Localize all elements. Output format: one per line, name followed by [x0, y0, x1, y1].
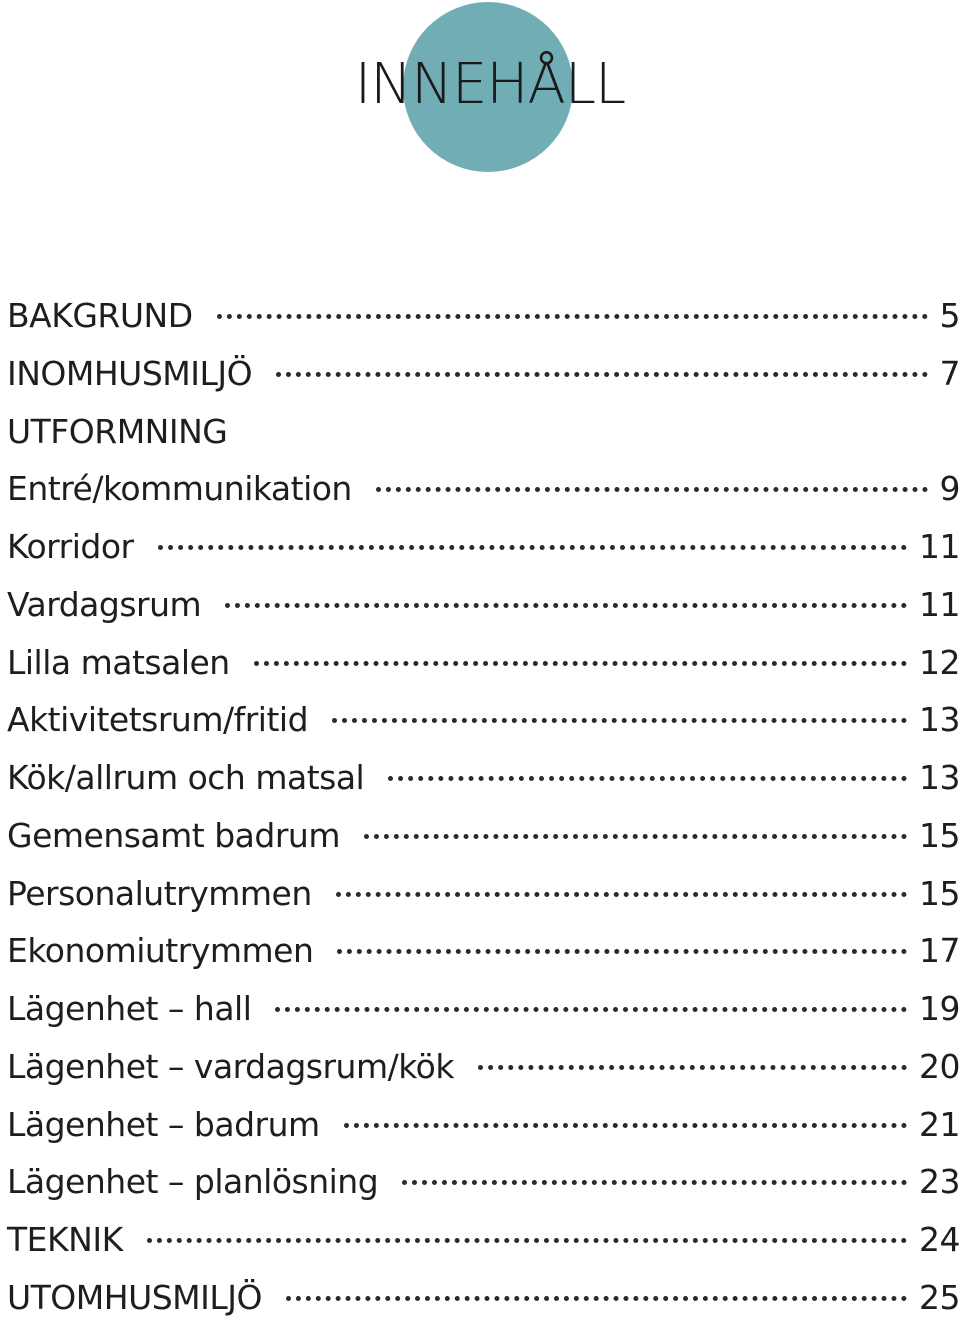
- dot-leader: [402, 1180, 907, 1185]
- toc-entry-label: Lägenhet – planlösning: [7, 1153, 378, 1211]
- toc-entry-page: 19: [919, 980, 960, 1038]
- dot-leader: [376, 487, 928, 492]
- page-title: INNEHÅLL: [0, 50, 960, 120]
- toc-entry-personalutrymmen[interactable]: [7, 865, 960, 923]
- toc-entry-label: Ekonomiutrymmen: [7, 922, 313, 980]
- toc-entry-utomhusmiljo[interactable]: [7, 1269, 960, 1327]
- toc-entry-label: Personalutrymmen: [7, 865, 312, 923]
- toc-entry-page: 25: [919, 1269, 960, 1327]
- dot-leader: [276, 372, 927, 377]
- toc-entry-page: 20: [919, 1038, 960, 1096]
- toc-entry-label: Entré/kommunikation: [7, 460, 352, 518]
- toc-entry-teknik[interactable]: [7, 1211, 960, 1269]
- toc-entry-page: 13: [919, 691, 960, 749]
- dot-leader: [158, 545, 907, 550]
- toc-entry-page: 15: [919, 807, 960, 865]
- toc-entry-label: Lägenhet – vardagsrum/kök: [7, 1038, 454, 1096]
- toc-entry-gemensamt-badrum[interactable]: [7, 807, 960, 865]
- toc-entry-lagenhet-vardagsrum-kok[interactable]: [7, 1038, 960, 1096]
- toc-entry-label: Lägenhet – badrum: [7, 1096, 320, 1154]
- toc-entry-page: 12: [919, 634, 960, 692]
- dot-leader: [147, 1238, 907, 1243]
- toc-entry-vardagsrum[interactable]: [7, 576, 960, 634]
- dot-leader: [286, 1296, 907, 1301]
- toc-section-heading-utformning: [7, 403, 960, 461]
- toc-entry-page: 23: [919, 1153, 960, 1211]
- toc-entry-label: BAKGRUND: [7, 287, 193, 345]
- toc-entry-kok-allrum[interactable]: [7, 749, 960, 807]
- toc-entry-lagenhet-hall[interactable]: [7, 980, 960, 1038]
- toc-section-label: UTFORMNING: [7, 403, 227, 461]
- table-of-contents: [7, 287, 960, 1327]
- dot-leader: [388, 776, 907, 781]
- toc-entry-page: 7: [940, 345, 960, 403]
- toc-entry-korridor[interactable]: [7, 518, 960, 576]
- toc-entry-page: 13: [919, 749, 960, 807]
- toc-entry-label: Gemensamt badrum: [7, 807, 340, 865]
- dot-leader: [344, 1123, 907, 1128]
- toc-entry-label: UTOMHUSMILJÖ: [7, 1269, 262, 1327]
- toc-entry-page: 15: [919, 865, 960, 923]
- toc-entry-page: 11: [919, 518, 960, 576]
- toc-entry-entre-kommunikation[interactable]: [7, 460, 960, 518]
- dot-leader: [217, 314, 928, 319]
- dot-leader: [254, 661, 907, 666]
- dot-leader: [275, 1007, 907, 1012]
- toc-entry-label: INOMHUSMILJÖ: [7, 345, 252, 403]
- dot-leader: [337, 949, 907, 954]
- toc-entry-page: 21: [919, 1096, 960, 1154]
- toc-entry-bakgrund[interactable]: [7, 287, 960, 345]
- dot-leader: [364, 834, 907, 839]
- toc-entry-label: Kök/allrum och matsal: [7, 749, 364, 807]
- toc-entry-lilla-matsalen[interactable]: [7, 634, 960, 692]
- toc-entry-aktivitetsrum[interactable]: [7, 691, 960, 749]
- dot-leader: [332, 718, 907, 723]
- toc-entry-lagenhet-badrum[interactable]: [7, 1096, 960, 1154]
- toc-entry-page: 17: [919, 922, 960, 980]
- toc-entry-page: 24: [919, 1211, 960, 1269]
- toc-entry-label: Vardagsrum: [7, 576, 201, 634]
- dot-leader: [478, 1065, 907, 1070]
- toc-entry-ekonomiutrymmen[interactable]: [7, 922, 960, 980]
- toc-entry-label: Korridor: [7, 518, 134, 576]
- dot-leader: [225, 603, 907, 608]
- toc-entry-page: 11: [919, 576, 960, 634]
- toc-entry-lagenhet-planlosning[interactable]: [7, 1153, 960, 1211]
- toc-entry-label: Lägenhet – hall: [7, 980, 251, 1038]
- toc-entry-page: 9: [940, 460, 960, 518]
- toc-entry-inomhusmiljo[interactable]: [7, 345, 960, 403]
- toc-entry-label: Lilla matsalen: [7, 634, 230, 692]
- toc-entry-label: Aktivitetsrum/fritid: [7, 691, 308, 749]
- toc-entry-page: 5: [940, 287, 960, 345]
- toc-entry-label: TEKNIK: [7, 1211, 123, 1269]
- dot-leader: [336, 892, 907, 897]
